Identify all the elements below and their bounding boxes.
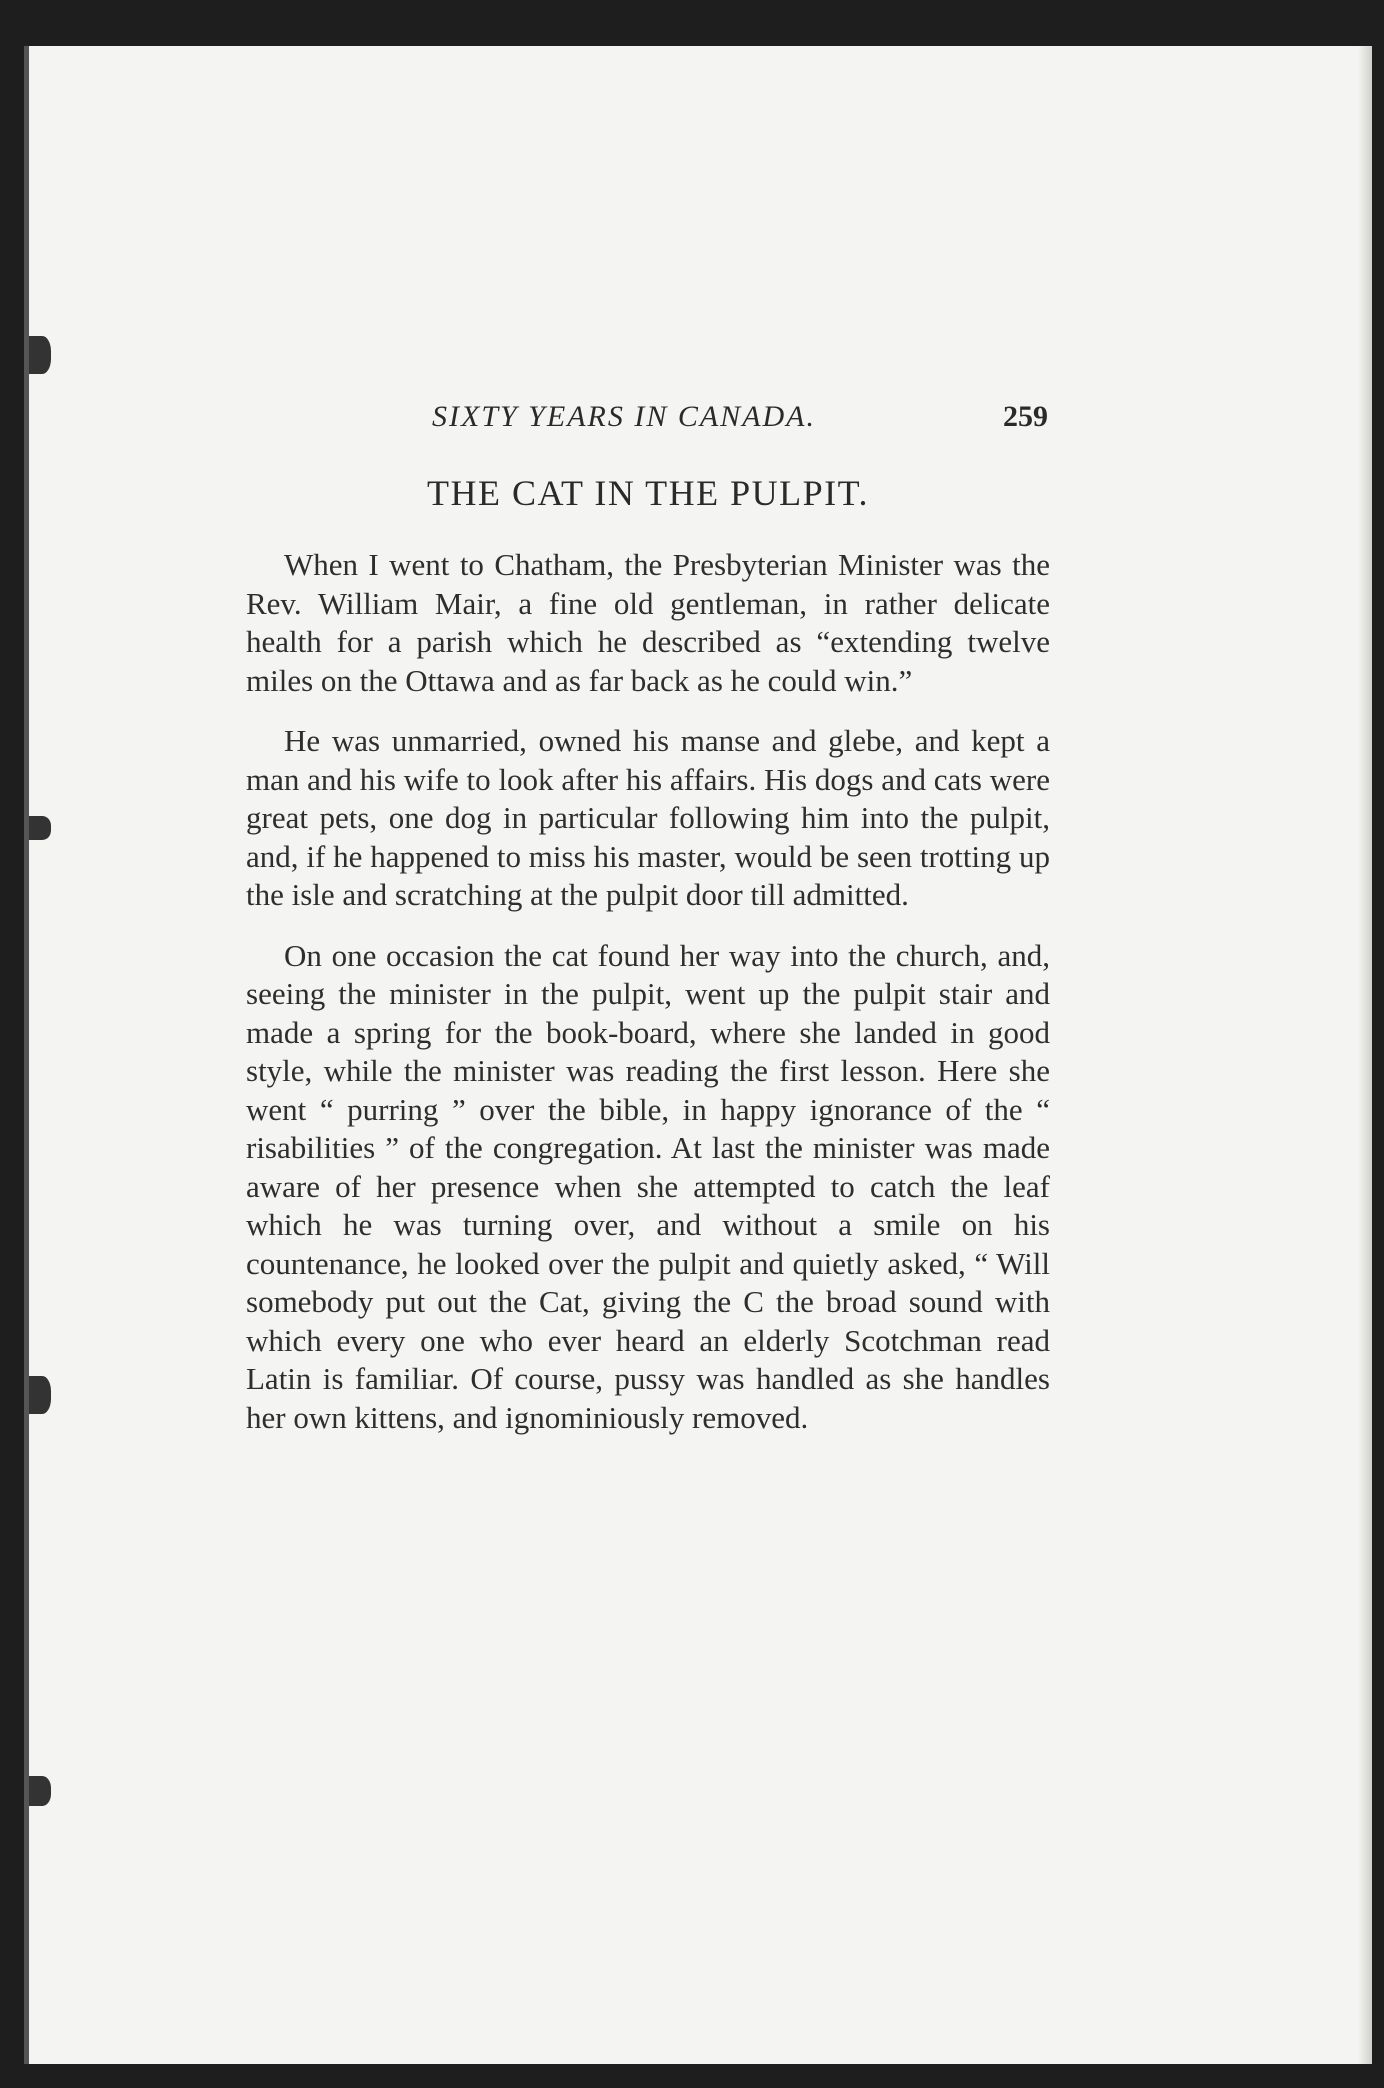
- running-head: [432, 400, 1048, 434]
- paragraph: On one occasion the cat found her way into the church, and, seeing the minister in the pulpit, went up the pulpit stair and made a spring for the book-board, where she landed in good style, while the minister was reading the first lesson. Here she went “ purring ” over the bible, in happy ignorance of the “ risabilities ” of the congregation. At last the minister was made aware of her presence when she attempted to catch the leaf which he was turning over, and without a smile on his countenance, he looked over the pulpit and quietly asked, “ Will somebody put out the Cat, giving the C the broad sound with which every one who ever heard an elderly Scotchman read Latin is familiar. Of course, pussy was handled as she handles her own kittens, and ignominiously removed.: [246, 937, 1050, 1435]
- binding-mark: [29, 1776, 51, 1806]
- chapter-title: THE CAT IN THE PULPIT.: [427, 473, 869, 513]
- paragraph: He was unmarried, owned his manse and glebe, and kept a man and his wife to look after his affairs. His dogs and cats were great pets, one dog in particular following him into the pulpit, and, if he happened to miss his master, would be seen trotting up the isle and scratching at the pulpit door till admitted.: [246, 723, 1050, 912]
- page-number: 259: [1003, 400, 1048, 433]
- binding-mark: [29, 816, 51, 840]
- body-text: [246, 546, 1050, 1459]
- paragraph: When I went to Chatham, the Presbyterian Minister was the Rev. William Mair, a fine old gentleman, in rather delicate health for a parish which he described as “extending twelve miles on the Ottawa and as far back as he could win.”: [246, 547, 1050, 698]
- binding-mark: [29, 1376, 51, 1414]
- binding-mark: [29, 336, 51, 374]
- running-title: SIXTY YEARS IN CANADA.: [432, 400, 817, 433]
